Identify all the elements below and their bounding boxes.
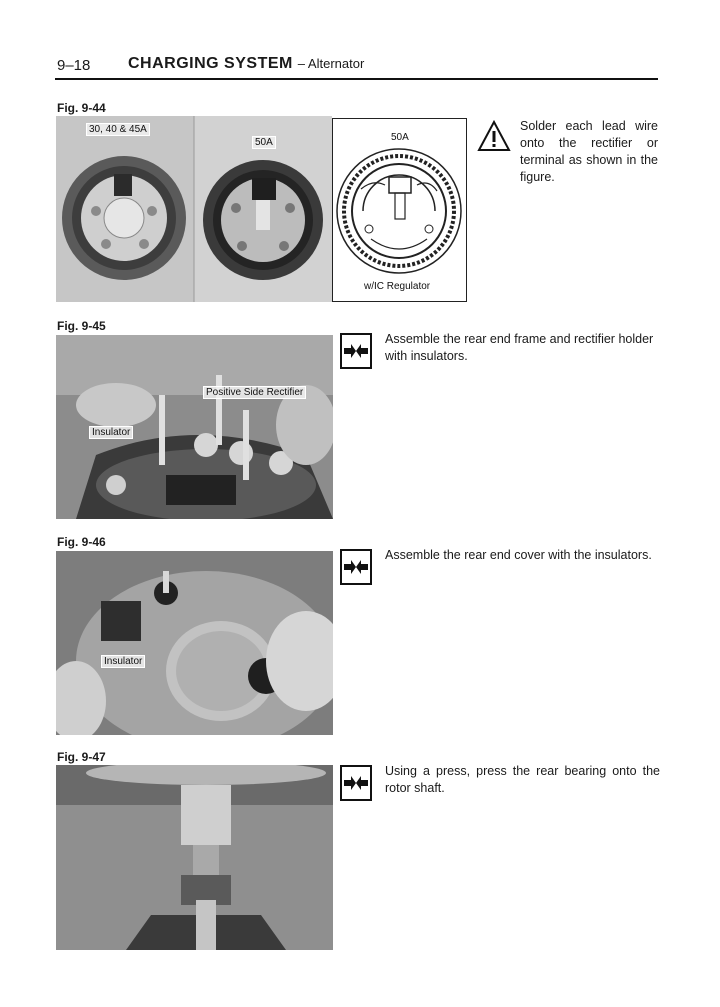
stator-photo: [56, 116, 332, 302]
section-subtitle: – Alternator: [297, 56, 365, 71]
section-title: CHARGING SYSTEM: [128, 55, 293, 72]
ic-regulator-diagram: [332, 118, 467, 302]
photo-label-30-40-45a: 30, 40 & 45A: [86, 123, 150, 136]
rear-cover-photo: [56, 551, 333, 735]
page-title: [128, 55, 364, 73]
assemble-arrows-icon: [340, 549, 372, 585]
photo-label-positive-rectifier: Positive Side Rectifier: [203, 386, 306, 399]
figure-text: Solder each lead wire onto the rectifier or terminal as shown in the figure.: [520, 119, 658, 184]
press-photo: [56, 765, 333, 950]
photo-label-insulator: Insulator: [89, 426, 133, 439]
figure-label: Fig. 9-45: [57, 319, 106, 333]
figure-text: Assemble the rear end cover with the insulators.: [385, 548, 652, 562]
photo-label-50a: 50A: [252, 136, 276, 149]
figure-label: Fig. 9-44: [57, 101, 106, 115]
page-number: 9–18: [57, 57, 91, 74]
assemble-arrows-icon: [340, 765, 372, 801]
assemble-arrows-icon: [340, 333, 372, 369]
header-rule: [55, 78, 658, 80]
diagram-label-ic-regulator: w/IC Regulator: [364, 281, 431, 292]
figure-text: Using a press, press the rear bearing onto the rotor shaft.: [385, 764, 660, 795]
figure-text: Assemble the rear end frame and rectifier holder with insulators.: [385, 332, 654, 363]
figure-label: Fig. 9-46: [57, 535, 106, 549]
warning-triangle-icon: [477, 120, 511, 152]
photo-label-insulator: Insulator: [101, 655, 145, 668]
diagram-label-50a: 50A: [391, 132, 409, 143]
figure-label: Fig. 9-47: [57, 750, 106, 764]
